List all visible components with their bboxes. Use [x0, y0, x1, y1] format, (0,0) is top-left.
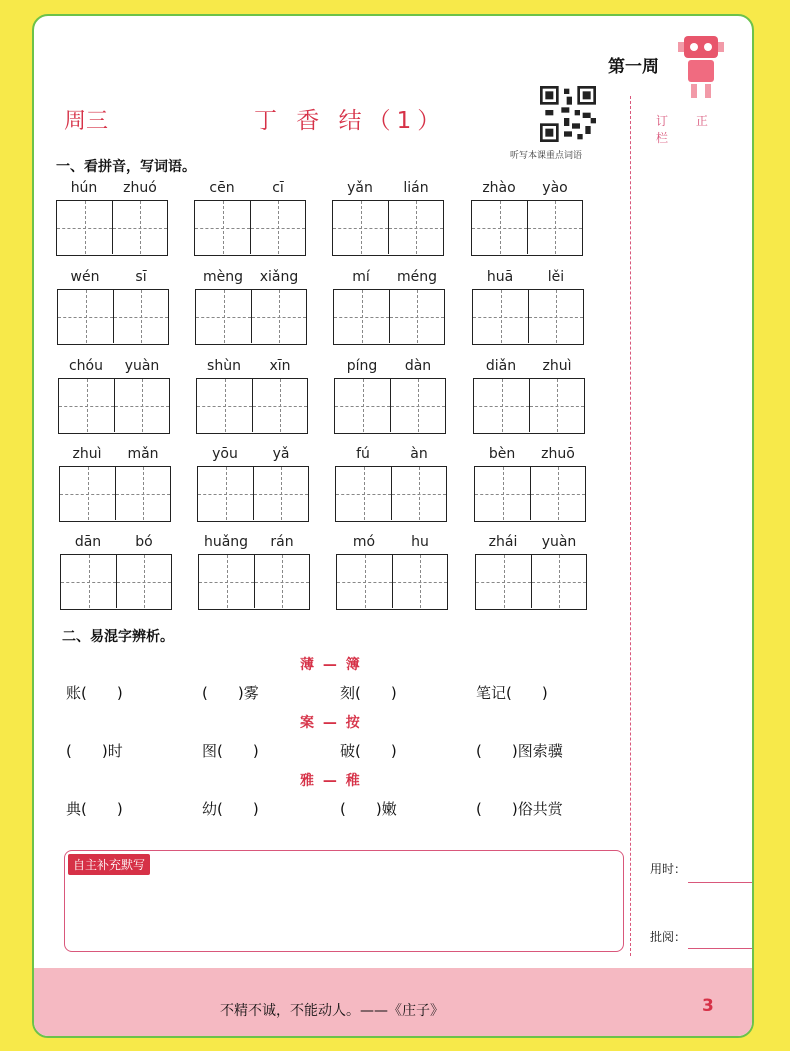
correction-column-title: 订 正 栏	[656, 114, 720, 145]
pinyin-syllable: wén	[70, 269, 100, 285]
tianzige-cell[interactable]	[251, 290, 306, 343]
week-label: 第一周	[608, 57, 659, 77]
pinyin-syllable: sī	[135, 269, 147, 285]
tianzige-cell[interactable]	[59, 379, 114, 432]
tianzige-cell[interactable]	[58, 290, 113, 343]
writing-boxes	[56, 200, 168, 256]
pinyin-syllable: zhuó	[123, 180, 157, 196]
pinyin-syllable: huā	[486, 269, 514, 285]
fill-blank-item[interactable]: 刻( )	[340, 684, 397, 702]
pinyin-row	[60, 532, 172, 554]
pinyin-syllable: fú	[356, 446, 370, 462]
tianzige-cell[interactable]	[389, 290, 444, 343]
writing-boxes	[198, 554, 310, 610]
pinyin-syllable: cēn	[209, 180, 235, 196]
pinyin-syllable: píng	[346, 358, 378, 374]
pinyin-row	[336, 532, 448, 554]
word-item	[56, 178, 168, 256]
pinyin-syllable: dàn	[404, 358, 432, 374]
pinyin-row	[472, 267, 584, 289]
tianzige-cell[interactable]	[337, 555, 392, 608]
tianzige-cell[interactable]	[60, 467, 115, 520]
fill-blank-item[interactable]: ( )图索骥	[476, 742, 563, 760]
pinyin-row	[334, 356, 446, 378]
tianzige-cell[interactable]	[250, 201, 305, 254]
word-item	[197, 444, 309, 522]
writing-boxes	[58, 378, 170, 434]
writing-boxes	[336, 554, 448, 610]
word-item	[194, 178, 306, 256]
tianzige-cell[interactable]	[528, 290, 583, 343]
word-item	[472, 267, 584, 345]
writing-boxes	[197, 466, 309, 522]
correction-margin-divider	[630, 96, 631, 956]
fill-blank-item[interactable]: ( )时	[66, 742, 123, 760]
pinyin-syllable: yuàn	[124, 358, 160, 374]
pinyin-row	[195, 267, 307, 289]
pinyin-syllable: mǎn	[127, 446, 159, 462]
pinyin-row	[194, 178, 306, 200]
pinyin-row	[473, 356, 585, 378]
tianzige-cell[interactable]	[475, 467, 530, 520]
tianzige-cell[interactable]	[197, 379, 252, 432]
tianzige-cell[interactable]	[336, 467, 391, 520]
tianzige-cell[interactable]	[253, 467, 308, 520]
section-2-title: 二、易混字辨析。	[62, 629, 174, 645]
pinyin-syllable: huǎng	[203, 534, 249, 550]
tianzige-cell[interactable]	[473, 290, 528, 343]
robot-mascot-icon	[674, 32, 728, 102]
pinyin-row	[335, 444, 447, 466]
tianzige-cell[interactable]	[390, 379, 445, 432]
writing-boxes	[60, 554, 172, 610]
word-item	[334, 356, 446, 434]
fill-blank-item[interactable]: 账( )	[66, 684, 123, 702]
pinyin-row	[196, 356, 308, 378]
pinyin-row	[56, 178, 168, 200]
time-label: 用时：	[650, 862, 687, 876]
tianzige-cell[interactable]	[112, 201, 167, 254]
section-1-title: 一、看拼音，写词语。	[56, 159, 196, 175]
word-item	[471, 178, 583, 256]
qr-caption: 听写本课重点词语	[510, 151, 583, 161]
pinyin-syllable: chóu	[68, 358, 103, 374]
tianzige-cell[interactable]	[61, 555, 116, 608]
tianzige-cell[interactable]	[195, 201, 250, 254]
word-item	[332, 178, 444, 256]
pinyin-row	[475, 532, 587, 554]
fill-blank-item[interactable]: ( )俗共赏	[476, 800, 563, 818]
writing-boxes	[474, 466, 586, 522]
tianzige-cell[interactable]	[334, 290, 389, 343]
confusable-pair-heading: 薄 — 簿	[300, 657, 362, 673]
pinyin-row	[57, 267, 169, 289]
tianzige-cell[interactable]	[335, 379, 390, 432]
review-label: 批阅：	[650, 930, 687, 944]
pinyin-syllable: yǎ	[272, 446, 290, 462]
pinyin-row	[59, 444, 171, 466]
time-input-line[interactable]	[688, 882, 754, 883]
pinyin-syllable: lěi	[547, 269, 565, 285]
pinyin-row	[198, 532, 310, 554]
word-item	[60, 532, 172, 610]
word-item	[473, 356, 585, 434]
tianzige-cell[interactable]	[392, 555, 447, 608]
tianzige-cell[interactable]	[474, 379, 529, 432]
pinyin-syllable: yǎn	[347, 180, 373, 196]
pinyin-syllable: mèng	[202, 269, 243, 285]
confusable-pair-heading: 雅 — 稚	[300, 773, 362, 789]
pinyin-row	[471, 178, 583, 200]
tianzige-cell[interactable]	[333, 201, 388, 254]
tianzige-cell[interactable]	[388, 201, 443, 254]
tianzige-cell[interactable]	[115, 467, 170, 520]
fill-blank-item[interactable]: 笔记( )	[476, 684, 548, 702]
writing-boxes	[475, 554, 587, 610]
tianzige-cell[interactable]	[199, 555, 254, 608]
pinyin-syllable: zhuì	[542, 358, 572, 374]
writing-boxes	[59, 466, 171, 522]
tianzige-cell[interactable]	[529, 379, 584, 432]
pinyin-syllable: bó	[135, 534, 153, 550]
pinyin-syllable: méng	[396, 269, 437, 285]
word-item	[57, 267, 169, 345]
pinyin-syllable: shùn	[207, 358, 241, 374]
word-item	[59, 444, 171, 522]
tianzige-cell[interactable]	[252, 379, 307, 432]
pinyin-row	[332, 178, 444, 200]
word-item	[198, 532, 310, 610]
tianzige-cell[interactable]	[391, 467, 446, 520]
pinyin-syllable: hu	[411, 534, 429, 550]
writing-boxes	[473, 378, 585, 434]
word-item	[196, 356, 308, 434]
word-item	[335, 444, 447, 522]
tianzige-cell[interactable]	[531, 555, 586, 608]
writing-boxes	[196, 378, 308, 434]
fill-blank-item[interactable]: 破( )	[340, 742, 397, 760]
pinyin-syllable: xiǎng	[259, 269, 299, 285]
practice-label: 自主补充默写	[68, 854, 150, 875]
pinyin-syllable: zhuì	[72, 446, 102, 462]
pinyin-syllable: yuàn	[541, 534, 577, 550]
writing-boxes	[195, 289, 307, 345]
tianzige-cell[interactable]	[527, 201, 582, 254]
fill-blank-item[interactable]: 幼( )	[202, 800, 259, 818]
writing-boxes	[332, 200, 444, 256]
tianzige-cell[interactable]	[57, 201, 112, 254]
writing-boxes	[335, 466, 447, 522]
pinyin-syllable: àn	[410, 446, 428, 462]
worksheet-page	[32, 14, 754, 1038]
pinyin-syllable: yào	[542, 180, 568, 196]
fill-blank-item[interactable]: 典( )	[66, 800, 123, 818]
pinyin-syllable: lián	[403, 180, 429, 196]
pinyin-syllable: zhuō	[541, 446, 575, 462]
pinyin-syllable: hún	[70, 180, 98, 196]
writing-boxes	[333, 289, 445, 345]
word-item	[474, 444, 586, 522]
pinyin-syllable: dān	[74, 534, 102, 550]
pinyin-row	[333, 267, 445, 289]
qr-code-icon[interactable]	[540, 86, 596, 142]
word-item	[195, 267, 307, 345]
writing-boxes	[57, 289, 169, 345]
tianzige-cell[interactable]	[254, 555, 309, 608]
confusable-pair-heading: 案 — 按	[300, 715, 362, 731]
pinyin-row	[197, 444, 309, 466]
tianzige-cell[interactable]	[113, 290, 168, 343]
word-item	[333, 267, 445, 345]
pinyin-syllable: mí	[352, 269, 370, 285]
fill-blank-item[interactable]: 图( )	[202, 742, 259, 760]
pinyin-syllable: cī	[272, 180, 284, 196]
tianzige-cell[interactable]	[476, 555, 531, 608]
pinyin-syllable: rán	[270, 534, 294, 550]
lesson-title: 丁 香 结（1）	[254, 108, 447, 134]
pinyin-row	[474, 444, 586, 466]
pinyin-syllable: yōu	[212, 446, 238, 462]
tianzige-cell[interactable]	[196, 290, 251, 343]
review-input-line[interactable]	[688, 948, 754, 949]
pinyin-syllable: xīn	[269, 358, 291, 374]
pinyin-syllable: zhái	[488, 534, 518, 550]
pinyin-syllable: diǎn	[485, 358, 517, 374]
pinyin-syllable: zhào	[482, 180, 516, 196]
writing-boxes	[194, 200, 306, 256]
pinyin-syllable: mó	[352, 534, 376, 550]
writing-boxes	[472, 289, 584, 345]
fill-blank-item[interactable]: ( )嫩	[340, 800, 397, 818]
fill-blank-item[interactable]: ( )雾	[202, 684, 259, 702]
day-label: 周三	[64, 109, 109, 134]
tianzige-cell[interactable]	[472, 201, 527, 254]
tianzige-cell[interactable]	[530, 467, 585, 520]
page-number: 3	[702, 996, 714, 1016]
tianzige-cell[interactable]	[198, 467, 253, 520]
tianzige-cell[interactable]	[114, 379, 169, 432]
footer-quote: 不精不诚，不能动人。——《庄子》	[220, 1003, 444, 1019]
pinyin-row	[58, 356, 170, 378]
writing-boxes	[334, 378, 446, 434]
word-item	[336, 532, 448, 610]
writing-boxes	[471, 200, 583, 256]
tianzige-cell[interactable]	[116, 555, 171, 608]
pinyin-syllable: bèn	[488, 446, 516, 462]
word-item	[475, 532, 587, 610]
word-item	[58, 356, 170, 434]
